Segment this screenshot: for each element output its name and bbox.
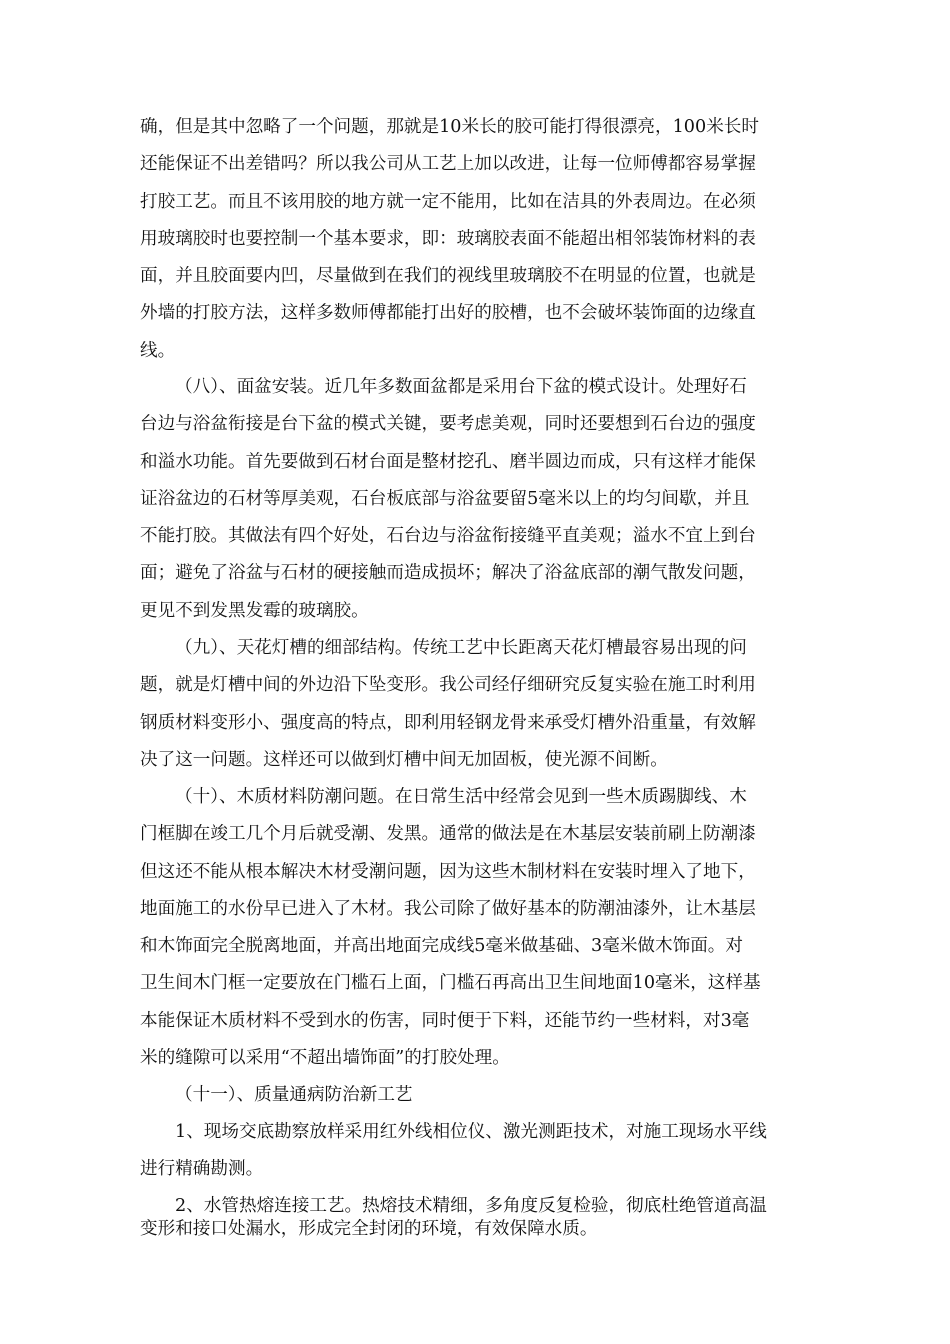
text-line: （十一）、质量通病防治新工艺	[175, 1085, 413, 1105]
section-heading-quality-defects	[140, 1077, 814, 1114]
paragraph-glue-process	[140, 109, 814, 370]
text-line: 线。	[140, 340, 176, 361]
text-line: 还能保证不出差错吗？所以我公司从工艺上加以改进，让每一位师傅都容易掌握	[140, 154, 756, 175]
list-item-infrared-survey	[140, 1114, 814, 1189]
text-line: 和木饰面完全脱离地面，并高出地面完成线5毫米做基础、3毫米做木饰面。对	[140, 936, 743, 957]
text-line: 台边与浴盆衔接是台下盆的模式关键，要考虑美观，同时还要想到石台边的强度	[140, 414, 756, 435]
text-line: 本能保证木质材料不受到水的伤害，同时便于下料，还能节约一些材料，对3毫	[140, 1010, 750, 1031]
text-line: 证浴盆边的石材等厚美观，石台板底部与浴盆要留5毫米以上的均匀间歇，并且	[140, 488, 750, 509]
text-line: 门框脚在竣工几个月后就受潮、发黑。通常的做法是在木基层安装前刷上防潮漆	[140, 824, 756, 845]
text-line: 1、现场交底勘察放样采用红外线相位仪、激光测距技术，对施工现场水平线	[175, 1122, 767, 1142]
text-line: 卫生间木门框一定要放在门槛石上面，门槛石再高出卫生间地面10毫米，这样基	[140, 973, 761, 994]
text-line: （八）、面盆安装。近几年多数面盆都是采用台下盆的模式设计。处理好石	[175, 377, 747, 397]
text-line: 米的缝隙可以采用“不超出墙饰面”的打胶处理。	[140, 1048, 510, 1069]
paragraph-basin-installation	[140, 369, 814, 630]
text-line: 决了这一问题。这样还可以做到灯槽中间无加固板，使光源不间断。	[140, 749, 668, 770]
text-line: 打胶工艺。而且不该用胶的地方就一定不能用，比如在洁具的外表周边。在必须	[140, 191, 756, 212]
paragraph-ceiling-light-trough	[140, 630, 814, 779]
text-line: 但这还不能从根本解决木材受潮问题，因为这些木制材料在安装时埋入了地下，	[140, 861, 756, 882]
text-line: 用玻璃胶时也要控制一个基本要求，即：玻璃胶表面不能超出相邻装饰材料的表	[140, 228, 756, 249]
text-line: 进行精确勘测。	[140, 1159, 264, 1180]
text-line: 2、水管热熔连接工艺。热熔技术精细，多角度反复检验，彻底杜绝管道高温	[175, 1196, 767, 1216]
text-line: 和溢水功能。首先要做到石材台面是整材挖孔、磨半圆边而成，只有这样才能保	[140, 451, 756, 472]
text-line: （九）、天花灯槽的细部结构。传统工艺中长距离天花灯槽最容易出现的问	[175, 638, 747, 658]
list-item-pipe-hot-melt	[140, 1195, 814, 1241]
text-line: 钢质材料变形小、强度高的特点，即利用轻钢龙骨来承受灯槽外沿重量，有效解	[140, 712, 756, 733]
paragraph-wood-moisture-proofing	[140, 779, 814, 1077]
text-line: 地面施工的水份早已进入了木材。我公司除了做好基本的防潮油漆外，让木基层	[140, 898, 756, 919]
text-line: 变形和接口处漏水，形成完全封闭的环境，有效保障水质。	[140, 1219, 598, 1239]
text-line: 面，并且胶面要内凹，尽量做到在我们的视线里玻璃胶不在明显的位置，也就是	[140, 266, 756, 287]
text-line: （十）、木质材料防潮问题。在日常生活中经常会见到一些木质踢脚线、木	[175, 787, 747, 807]
text-line: 题，就是灯槽中间的外边沿下坠变形。我公司经仔细研究反复实验在施工时利用	[140, 675, 756, 696]
text-line: 外墙的打胶方法，这样多数师傅都能打出好的胶槽，也不会破坏装饰面的边缘直	[140, 303, 756, 324]
text-line: 确，但是其中忽略了一个问题，那就是10米长的胶可能打得很漂亮，100米长时	[140, 117, 759, 137]
text-line: 更见不到发黑发霉的玻璃胶。	[140, 600, 369, 621]
text-line: 不能打胶。其做法有四个好处，石台边与浴盆衔接缝平直美观；溢水不宜上到台	[140, 526, 756, 547]
text-line: 面；避免了浴盆与石材的硬接触而造成损坏；解决了浴盆底部的潮气散发问题，	[140, 563, 756, 584]
